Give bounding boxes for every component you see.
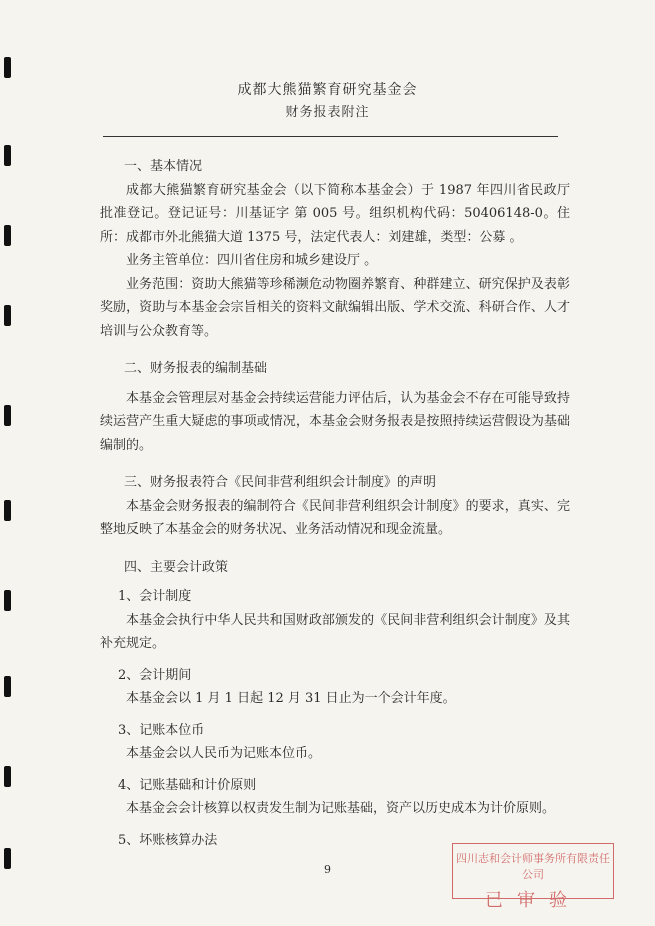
paragraph: 业务主管单位：四川省住房和城乡建设厅 。: [126, 253, 378, 268]
punch-hole-mark: [4, 405, 11, 426]
section-heading: 三、财务报表符合《民间非营利组织会计制度》的声明: [124, 475, 437, 490]
punch-hole-mark: [4, 305, 11, 326]
paragraph: 本基金会会计核算以权责发生制为记账基础，资产以历史成本为计价原则。: [126, 801, 556, 816]
paragraph: 业务范围：资助大熊猫等珍稀濒危动物圈养繁育、种群建立、研究保护及表彰奖励，资助与本基金会宗旨相关的资料文献编辑出版、学术交流、科研合作、人才培训与公众教育等。: [100, 276, 570, 339]
notes-body: [100, 155, 570, 852]
section-heading: 二、财务报表的编制基础: [124, 361, 268, 376]
paragraph: 本基金会管理层对基金会持续运营能力评估后，认为基金会不存在可能导致持续运营产生重大疑虑的事项或情况，本基金会财务报表是按照持续运营假设为基础编制的。: [100, 390, 570, 453]
stamp-verified-text: 已审验: [485, 890, 581, 911]
subsection-heading: 4、记账基础和计价原则: [118, 777, 257, 793]
punch-hole-mark: [4, 766, 11, 787]
section-heading: 一、基本情况: [124, 159, 203, 174]
document-title: 成都大熊猫繁育研究基金会: [237, 82, 418, 98]
header-divider: [103, 136, 558, 137]
paragraph: 本基金会执行中华人民共和国财政部颁发的《民间非营利组织会计制度》及其补充规定。: [100, 612, 570, 651]
document-subtitle: 财务报表附注: [285, 105, 370, 120]
subsection-heading: 5、坏账核算办法: [118, 832, 218, 848]
subsection-heading: 1、会计制度: [118, 589, 192, 604]
page-number: 9: [324, 863, 331, 876]
paragraph: 成都大熊猫繁育研究基金会（以下简称本基金会）于 1987 年四川省民政厅批准登记。登记证号：川基证字 第 005 号。组织机构代码：50406148-0。住所：成都市外北熊猫大道 1375 号，法定代表人：刘建雄，类型：公募 。: [100, 182, 570, 245]
punch-hole-mark: [4, 225, 11, 246]
audit-stamp: [452, 843, 614, 911]
paragraph: 本基金会以人民币为记账本位币。: [126, 746, 322, 761]
paragraph: 本基金会财务报表的编制符合《民间非营利组织会计制度》的要求，真实、完整地反映了本基金会的财务状况、业务活动情况和现金流量。: [100, 498, 570, 537]
punch-hole-mark: [4, 676, 11, 697]
punch-hole-mark: [4, 57, 11, 78]
punch-hole-mark: [4, 145, 11, 166]
section-heading: 四、主要会计政策: [124, 559, 229, 575]
subsection-heading: 3、记账本位币: [118, 722, 205, 738]
punch-hole-mark: [4, 500, 11, 521]
punch-hole-mark: [4, 590, 11, 611]
subsection-heading: 2、会计期间: [118, 667, 192, 683]
stamp-org-name: 四川志和会计师事务所有限责任公司: [456, 852, 610, 881]
paragraph: 本基金会以 1 月 1 日起 12 月 31 日止为一个会计年度。: [126, 691, 456, 706]
